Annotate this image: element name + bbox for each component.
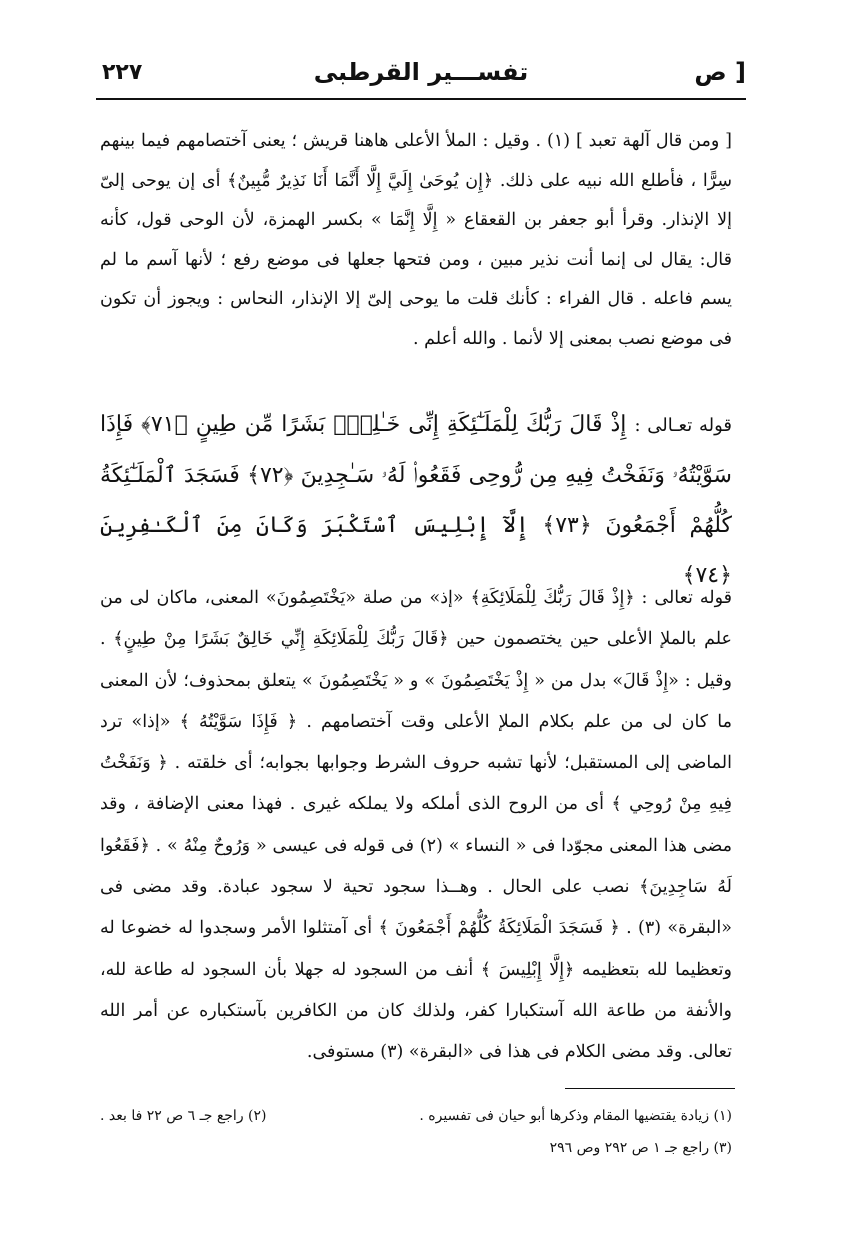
page-number: ٢٢٧ [102,60,143,85]
footnote-1: (١) زيادة يقتضيها المقام وذكرها أبو حيان فى تفسيره . [419,1108,732,1124]
footnote-2: (٢) راجع جـ ٦ ص ٢٢ فا بعد . [100,1108,267,1124]
footnote-divider [565,1088,735,1089]
commentary-text: قوله تعالى : ﴿إِذْ قَالَ رَبُّكَ لِلْمَلَائِكَةِ﴾ «إذ» من صلة «يَخْتَصِمُونَ» المعنى، ماكان لى من علم بالملإ الأعلى حين يختصمون حين ﴿قَالَ رَبُّكَ لِلْمَلَائِكَةِ إِنِّي خَالِقٌ بَشَرًا مِنْ طِينٍ﴾ . وقيل : «إِذْ قَالَ» بدل من « إِذْ يَخْتَصِمُونَ » و « يَخْتَصِمُونَ » يتعلق بمحذوف؛ لأن المعنى ما كان لى من علم بكلام الملإ الأعلى وقت آختصامهم . ﴿ فَإِذَا سَوَّيْتُهُ ﴾ «إذا» ترد الماضى إلى المستقبل؛ لأنها تشبه حروف الشرط وجوابها بجوابه؛ أى خلقته . ﴿ وَنَفَخْتُ فِيهِ مِنْ رُوحِي ﴾ أى من الروح الذى أملكه ولا يملكه غيرى . فهذا معنى الإضافة ، وقد مضى هذا المعنى مجوّدا فى « النساء » (٢) فى قوله فى عيسى « وَرُوحٌ مِنْهُ » . ﴿فَقَعُوا لَهُ سَاجِدِينَ﴾ نصب على الحال . وهــذا سجود تحية لا سجود عبادة. وقد مضى فى «البقرة» (٣) . ﴿ فَسَجَدَ الْمَلَائِكَةُ كُلُّهُمْ أَجْمَعُونَ ﴾ أى آمتثلوا الأمر وسجدوا له خضوعا له وتعظيما لله بتعظيمه ﴿إِلَّا إِبْلِيسَ ﴾ أنف من السجود له جهلا بأن السجود له طاعة لله، والأنفة من طاعة الله آستكبارا كفر، ولذلك كان من الكافرين بآستكباره عن أمر الله تعالى. وقد مضى الكلام فى هذا فى «البقرة» (٣) مستوفى. [100,588,732,1063]
page-header [96,50,746,100]
header-abbrev: ص ] [694,58,746,86]
quran-verse-block [100,400,732,601]
footnotes [100,1100,732,1164]
verse-lead: قوله تعـالى : [634,415,733,436]
intro-text: [ ومن قال آلهة تعبد ] (١) . وقيل : الملأ الأعلى هاهنا قريش ؛ يعنى آختصامهم فيما بينهم سِرًّا ، فأطلع الله نبيه على ذلك. ﴿إِن يُوحَىٰ إِلَيَّ إِلَّا أَنَّمَا أَنَا نَذِيرٌ مُّبِينٌ﴾ أى إن يوحى إلىّ إلا الإنذار. وقرأ أبو جعفر بن القعقاع « إِلَّا إِنَّمَا » بكسر الهمزة، لأن الوحى قول، كأنه قال: يقال لى إنما أنت نذير مبين ، ومن فتحها جعلها فى موضع رفع ؛ لأنها آسم ما لم يسم فاعله . قال الفراء : كأنك قلت ما يوحى إلىّ إلا الإنذار، النحاس : ويجوز أن تكون فى موضع نصب بمعنى إلا لأنما . والله أعلم . [100,131,733,349]
running-title: تفســـير القرطبى [313,58,529,86]
commentary-paragraph [100,578,732,1074]
verse-text: إِذْ قَالَ رَبُّكَ لِلْمَلَـٰٓئِكَةِ إِنِّى خَـٰلِقٌۢ بَشَرًا مِّن طِينٍ ﴿٧١﴾ فَإِذَا سَوَّيْتُهُۥ وَنَفَخْتُ فِيهِ مِن رُّوحِى فَقَعُوا۟ لَهُۥ سَـٰجِدِينَ ﴿٧٢﴾ فَسَجَدَ ٱلْمَلَـٰٓئِكَةُ كُلُّهُمْ أَجْمَعُونَ ﴿٧٣﴾ إِلَّآ إِبْلِيسَ ٱسْتَكْبَرَ وَكَانَ مِنَ ٱلْكَـٰفِرِينَ ﴿٧٤﴾ [100,412,733,588]
footnote-3: (٣) راجع جـ ١ ص ٢٩٢ وص ٢٩٦ [549,1140,732,1156]
intro-paragraph [100,122,732,360]
